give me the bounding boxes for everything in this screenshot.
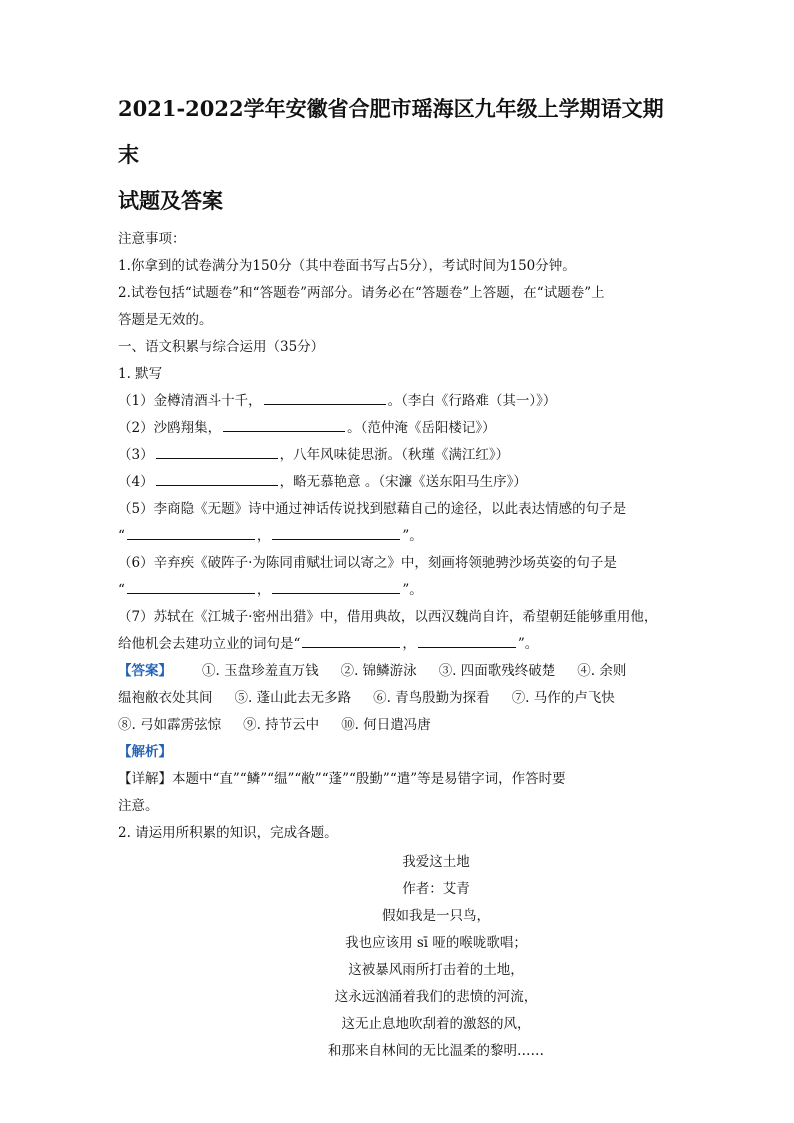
answer-item: ⑥. 青鸟殷勤为探看: [373, 690, 490, 706]
q1-line-6a: （6）辛弃疾《破阵子·为陈同甫赋壮词以寄之》中，刻画将领驰骋沙场英姿的句子是: [118, 555, 617, 571]
comma: ，: [256, 528, 271, 544]
analysis-tag: 【解析】: [118, 744, 172, 760]
q1-line-1: [118, 388, 678, 415]
notice-item-2a: 2.试卷包括“试题卷”和“答题卷”两部分。请务必在“答题卷”上答题，在“试题卷”上: [118, 285, 605, 301]
answer-item: ①. 玉盘珍羞直万钱: [202, 663, 319, 679]
comma: ，: [402, 636, 416, 652]
answer-blank: [223, 418, 345, 432]
q1-l1-prefix: （1）金樽清酒斗十千，: [118, 393, 262, 409]
answer-item: ②. 锦鳞游泳: [340, 663, 417, 679]
answer-item: ④. 余则: [577, 663, 627, 679]
notice-heading: 注意事项：: [118, 231, 186, 247]
notice-item-2b: 答题是无效的。: [118, 312, 213, 328]
answer-blank: [127, 580, 255, 594]
open-quote: “: [118, 528, 125, 544]
q1-line-7b: [118, 631, 678, 658]
answer-blank: [156, 472, 278, 486]
q1-l4-suffix: ，略无慕艳意 。（宋濂《送东阳马生序》）: [279, 474, 527, 490]
q1-l7-prefix: 给他机会去建功立业的词句是“: [118, 636, 301, 652]
open-quote: “: [118, 582, 125, 598]
answer-tag: 【答案】: [118, 663, 172, 679]
question-2-heading: 2. 请运用所积累的知识，完成各题。: [118, 825, 338, 841]
comma: ，: [256, 582, 271, 598]
analysis-line: [118, 739, 678, 766]
close-quote: ”。: [517, 636, 539, 652]
poem-title: 我爱这土地: [402, 854, 470, 870]
answer-blank: [302, 634, 400, 648]
doc-title-line1: 2021-2022学年安徽省合肥市瑶海区九年级上学期语文期末: [118, 96, 664, 167]
answer-blank: [272, 526, 400, 540]
answer-line-1: [118, 658, 678, 685]
q1-line-3: [118, 442, 678, 469]
answer-blank: [264, 391, 386, 405]
answer-item: ⑧. 弓如霹雳弦惊: [118, 717, 222, 733]
answer-blank: [272, 580, 400, 594]
q1-line-6b: [118, 577, 678, 604]
answer-item: ③. 四面歌残终破楚: [438, 663, 556, 679]
close-quote: ”。: [402, 528, 423, 544]
answer-item: ⑦. 马作的卢飞快: [511, 690, 615, 706]
poem-block: [96, 849, 776, 1065]
poem-author: 作者：艾青: [402, 881, 470, 897]
answer-blank: [127, 526, 255, 540]
detail-tag: 【详解】: [118, 771, 172, 787]
answer-item: ⑨. 持节云中: [243, 717, 320, 733]
doc-title-line2: 试题及答案: [118, 188, 223, 213]
answer-line-2: [118, 685, 678, 712]
q1-line-5a: （5）李商隐《无题》诗中通过神话传说找到慰藉自己的途径，以此表达情感的句子是: [118, 501, 627, 517]
answer-item: ⑩. 何日遣冯唐: [341, 717, 431, 733]
q1-l3-prefix: （3）: [118, 447, 154, 463]
document-page: [118, 86, 678, 1065]
answer-item: 缊袍敝衣处其间: [118, 690, 213, 706]
q1-line-7a: （7）苏轼在《江城子·密州出猎》中，借用典故，以西汉魏尚自许，希望朝廷能够重用他，: [118, 609, 658, 625]
q1-l1-suffix: 。（李白《行路难（其一）》）: [387, 393, 557, 409]
poem-line: 这无止息地吹刮着的激怒的风，: [341, 1016, 531, 1032]
q1-l3-suffix: ，八年风味徒思浙。（秋瑾《满江红》）: [279, 447, 510, 463]
poem-line: 这永远汹涌着我们的悲愤的河流，: [334, 989, 538, 1005]
poem-line: 这被暴风雨所打击着的土地，: [348, 962, 524, 978]
notice-item-1: 1.你拿到的试卷满分为150分（其中卷面书写占5分），考试时间为150分钟。: [118, 258, 576, 274]
section-heading: 一、语文积累与综合运用（35分）: [118, 339, 325, 355]
question-1-heading: 1. 默写: [118, 366, 163, 382]
detail-line-2: 注意。: [118, 798, 159, 814]
answer-blank: [418, 634, 516, 648]
poem-line: 和那来自林间的无比温柔的黎明……: [328, 1043, 544, 1059]
q1-l2-suffix: 。（范仲淹《岳阳楼记》）: [347, 420, 496, 436]
answer-item: ⑤. 蓬山此去无多路: [234, 690, 352, 706]
detail-text: 本题中“直”“鳞”“缊”“敝”“蓬”“殷勤”“遣”等是易错字词，作答时要: [172, 771, 566, 787]
q1-l2-prefix: （2）沙鸥翔集，: [118, 420, 222, 436]
q1-line-5b: [118, 523, 678, 550]
close-quote: ”。: [402, 582, 423, 598]
detail-line-1: [118, 766, 678, 793]
poem-line: 我也应该用 sī 哑的喉咙歌唱；: [345, 935, 527, 951]
poem-line: 假如我是一只鸟，: [382, 908, 490, 924]
q1-l4-prefix: （4）: [118, 474, 154, 490]
answer-line-3: [118, 712, 678, 739]
q1-line-4: [118, 469, 678, 496]
answer-blank: [156, 445, 278, 459]
q1-line-2: [118, 415, 678, 442]
